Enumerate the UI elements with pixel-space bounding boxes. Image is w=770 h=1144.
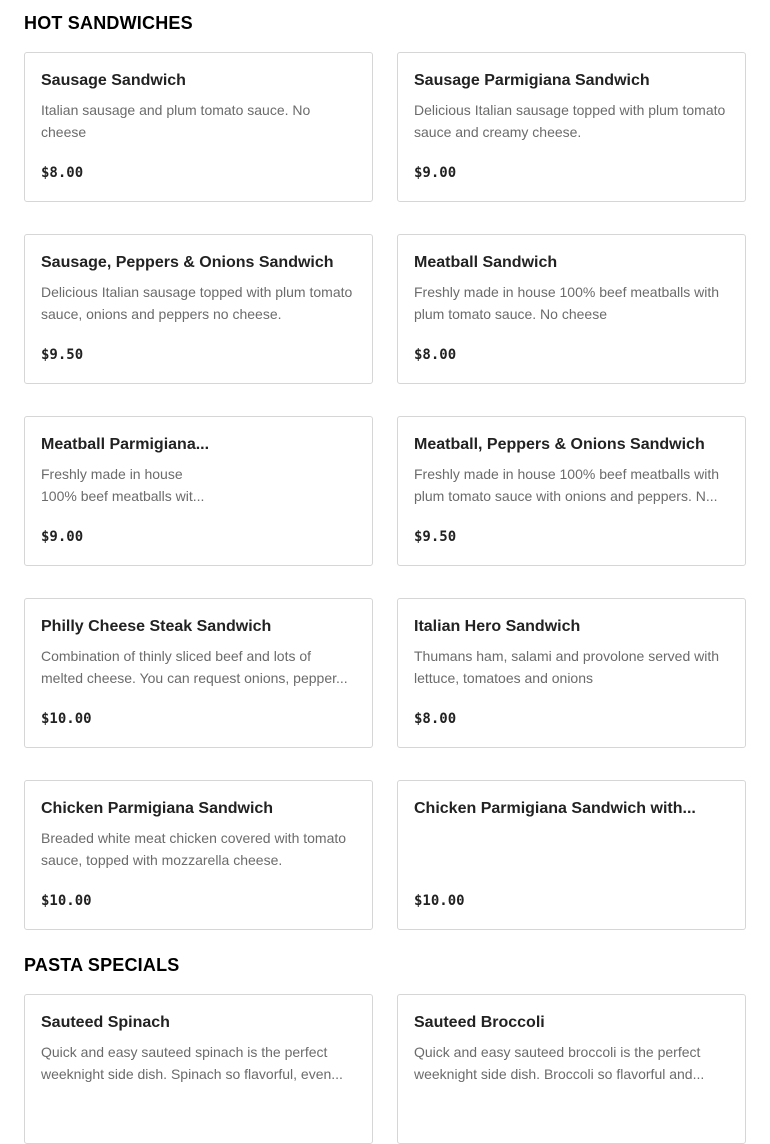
item-description: Breaded white meat chicken covered with tomato sauce, topped with mozzarella cheese. xyxy=(41,830,347,868)
item-price: $8.00 xyxy=(414,711,457,727)
menu-item-card[interactable] xyxy=(397,416,746,566)
item-price: $10.00 xyxy=(41,893,92,909)
section-title-hot-sandwiches: HOT SANDWICHES xyxy=(24,13,193,33)
item-price: $9.00 xyxy=(414,165,457,181)
item-price: $8.00 xyxy=(414,347,457,363)
item-name: Sauteed Broccoli xyxy=(414,1014,545,1031)
menu-item-card[interactable] xyxy=(397,994,746,1144)
item-description: Freshly made in house 100% beef meatballs wit... xyxy=(41,466,205,504)
item-description: Freshly made in house 100% beef meatballs with plum tomato sauce. No cheese xyxy=(414,284,720,322)
item-price: $9.50 xyxy=(41,347,84,363)
item-price: $9.50 xyxy=(414,529,457,545)
item-description: Italian sausage and plum tomato sauce. No cheese xyxy=(41,102,311,140)
item-name: Sausage Parmigiana Sandwich xyxy=(414,72,650,89)
item-name: Meatball, Peppers & Onions Sandwich xyxy=(414,436,705,453)
menu-item-card[interactable] xyxy=(24,416,373,566)
item-description: Thumans ham, salami and provolone served with lettuce, tomatoes and onions xyxy=(414,648,720,686)
item-name: Chicken Parmigiana Sandwich xyxy=(41,800,274,817)
item-description: Delicious Italian sausage topped with plum tomato sauce and creamy cheese. xyxy=(414,102,726,140)
item-price: $10.00 xyxy=(414,893,465,909)
item-description: Quick and easy sauteed spinach is the perfect weeknight side dish. Spinach so flavorful, even... xyxy=(41,1044,343,1082)
menu-item-card[interactable] xyxy=(24,994,373,1144)
section-title-pasta-specials: PASTA SPECIALS xyxy=(24,955,180,975)
item-price: $10.00 xyxy=(41,711,92,727)
item-name: Meatball Sandwich xyxy=(414,254,558,271)
item-name: Sausage, Peppers & Onions Sandwich xyxy=(41,254,334,271)
menu-item-card[interactable] xyxy=(24,780,373,930)
item-name: Italian Hero Sandwich xyxy=(414,618,581,635)
item-name: Meatball Parmigiana... xyxy=(41,436,210,453)
menu-item-card[interactable] xyxy=(397,780,746,930)
item-name: Sauteed Spinach xyxy=(41,1014,170,1031)
item-description: Quick and easy sauteed broccoli is the perfect weeknight side dish. Broccoli so flavorful and... xyxy=(414,1044,705,1082)
menu-item-card[interactable] xyxy=(24,598,373,748)
item-description: Delicious Italian sausage topped with plum tomato sauce, onions and peppers no cheese. xyxy=(41,284,353,322)
menu-item-card[interactable] xyxy=(397,598,746,748)
menu-item-card[interactable] xyxy=(24,234,373,384)
item-name: Sausage Sandwich xyxy=(41,72,186,89)
menu-item-card[interactable] xyxy=(397,234,746,384)
item-description: Freshly made in house 100% beef meatballs with plum tomato sauce with onions and peppers. N... xyxy=(414,466,720,504)
item-name: Philly Cheese Steak Sandwich xyxy=(41,618,272,635)
menu-item-card[interactable] xyxy=(24,52,373,202)
item-price: $8.00 xyxy=(41,165,84,181)
item-name: Chicken Parmigiana Sandwich with... xyxy=(414,800,696,817)
item-price: $9.00 xyxy=(41,529,84,545)
item-description: Combination of thinly sliced beef and lots of melted cheese. You can request onions, pepper... xyxy=(41,648,348,686)
menu-item-card[interactable] xyxy=(397,52,746,202)
